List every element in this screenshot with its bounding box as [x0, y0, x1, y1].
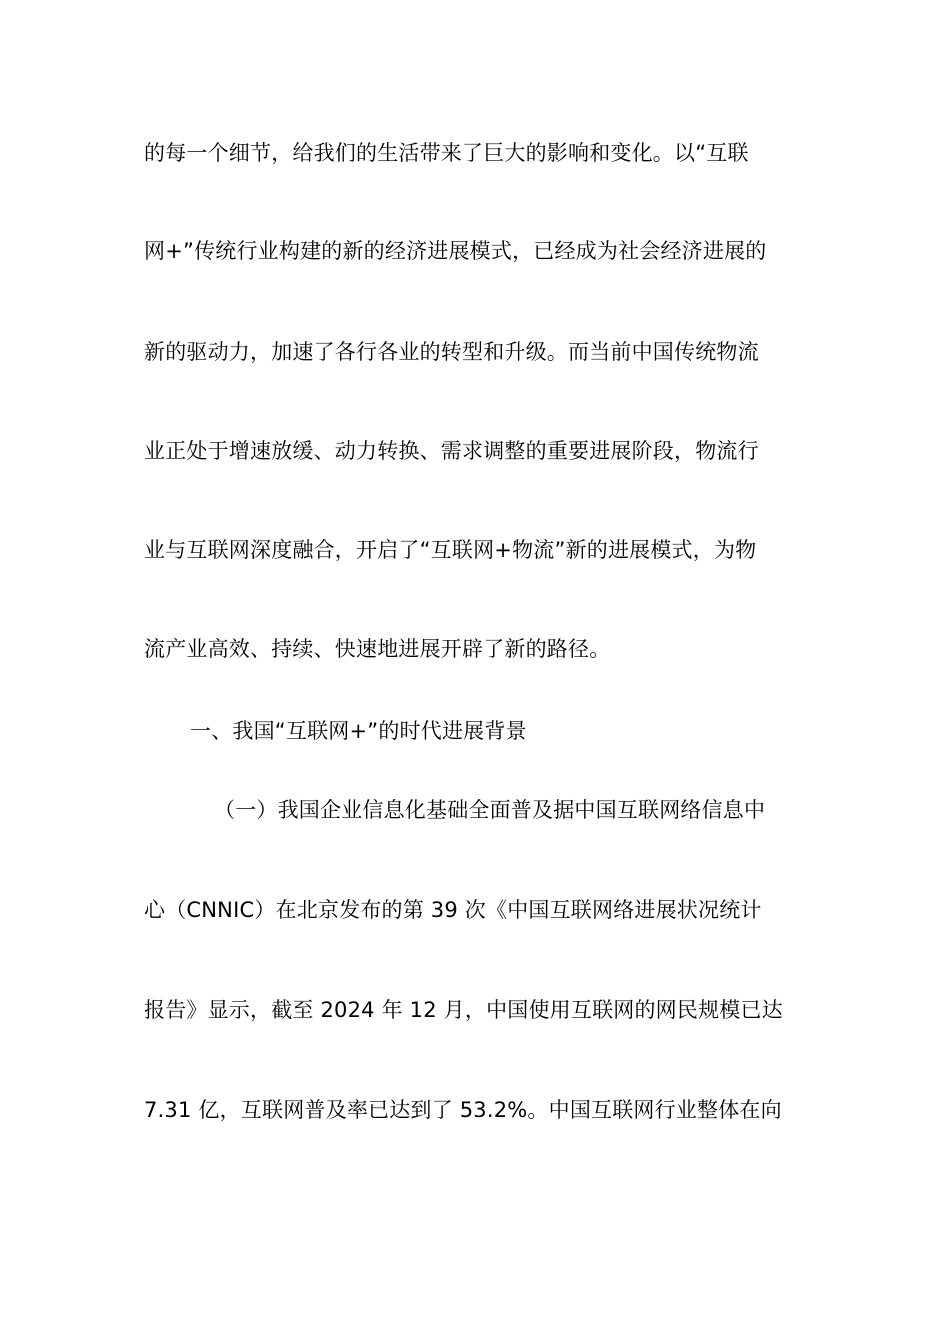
- section-heading: 一、我国“互联网+”的时代进展背景: [190, 719, 527, 743]
- subsection-line-4: 7.31 亿，互联网普及率已达到了 53.2%。中国互联网行业整体在向: [144, 1098, 782, 1122]
- subsection-line-2: 心（CNNIC）在北京发布的第 39 次《中国互联网络进展状况统计: [144, 898, 762, 922]
- paragraph-line-1: 的每一个细节，给我们的生活带来了巨大的影响和变化。以“互联: [144, 141, 749, 165]
- paragraph-line-3: 新的驱动力，加速了各行各业的转型和升级。而当前中国传统物流: [144, 340, 759, 364]
- paragraph-line-2: 网+”传统行业构建的新的经济进展模式，已经成为社会经济进展的: [144, 239, 767, 263]
- subsection-line-1: （一）我国企业信息化基础全面普及据中国互联网络信息中: [214, 798, 766, 822]
- paragraph-line-6: 流产业高效、持续、快速地进展开辟了新的路径。: [144, 637, 611, 661]
- subsection-line-3: 报告》显示，截至 2024 年 12 月，中国使用互联网的网民规模已达: [144, 998, 783, 1022]
- paragraph-line-5: 业与互联网深度融合，开启了“互联网+物流”新的进展模式，为物: [144, 538, 757, 562]
- paragraph-line-4: 业正处于增速放缓、动力转换、需求调整的重要进展阶段，物流行: [144, 439, 759, 463]
